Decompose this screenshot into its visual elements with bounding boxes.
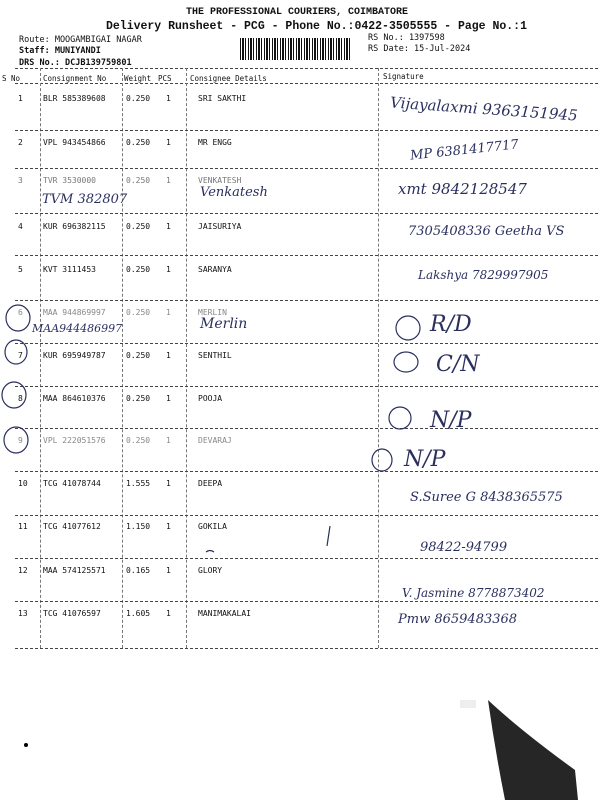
row-consignee: VENKATESH [198, 176, 242, 185]
col-sno: S No [2, 74, 21, 83]
row-pcs: 1 [166, 566, 171, 575]
row-signature: N/P [404, 447, 446, 472]
row-sno: 6 [18, 308, 23, 317]
row-signature: Pmw 8659483368 [398, 612, 518, 627]
row-weight: 0.165 [126, 566, 151, 575]
row-consignee: MERLIN [198, 308, 227, 317]
company-title: THE PROFESSIONAL COURIERS, COIMBATORE [186, 7, 409, 18]
row-pcs: 1 [166, 351, 171, 360]
row-consignee: MANIMAKALAI [198, 609, 251, 618]
row-consignee: DEEPA [198, 479, 223, 488]
handwritten-consignment: TVM 382807 [42, 192, 128, 207]
row-sno: 11 [18, 522, 28, 531]
row-consignee: MR ENGG [198, 138, 232, 147]
row-pcs: 1 [166, 609, 171, 618]
row-pcs: 1 [166, 138, 171, 147]
handwritten-consignment: MAA944486997 [32, 322, 123, 335]
rs-date: RS Date: 15-Jul-2024 [368, 44, 471, 54]
row-signature: MP 6381417717 [409, 137, 520, 164]
row-consignment: TCG 41076597 [43, 609, 101, 618]
row-signature: C/N [436, 352, 480, 377]
row-consignee: SENTHIL [198, 351, 232, 360]
col-weight: Weight [124, 74, 152, 83]
row-signature: Vijayalaxmi 9363151945 [389, 93, 579, 125]
row-signature: Lakshya 7829997905 [418, 268, 549, 282]
row-weight: 1.555 [126, 479, 151, 488]
row-pcs: 1 [166, 394, 171, 403]
row-weight: 0.250 [126, 394, 151, 403]
row-consignment: KUR 695949787 [43, 351, 106, 360]
col-signature: Signature [383, 72, 424, 81]
route-label: Route: MOOGAMBIGAI NAGAR [19, 35, 142, 45]
row-pcs: 1 [166, 176, 171, 185]
row-consignee: SRI SAKTHI [198, 94, 247, 103]
row-sno: 5 [18, 265, 23, 274]
row-consignment: TCG 41078744 [43, 479, 101, 488]
handwritten-name: Venkatesh [200, 185, 268, 200]
rs-number: RS No.: 1397598 [368, 33, 445, 43]
row-consignment: TCG 41077612 [43, 522, 101, 531]
row-sno: 7 [18, 351, 23, 360]
row-consignee: JAISURIYA [198, 222, 242, 231]
row-signature: V. Jasmine 8778873402 [402, 586, 545, 600]
row-signature: 7305408336 Geetha VS [408, 224, 565, 239]
row-pcs: 1 [166, 522, 171, 531]
row-weight: 0.250 [126, 222, 151, 231]
row-pcs: 1 [166, 308, 171, 317]
row-consignee: POOJA [198, 394, 223, 403]
row-pcs: 1 [166, 436, 171, 445]
row-pcs: 1 [166, 94, 171, 103]
row-weight: 0.250 [126, 436, 151, 445]
staff-label: Staff: MUNIYANDI [19, 46, 101, 56]
row-sno: 2 [18, 138, 23, 147]
row-consignment: VPL 943454866 [43, 138, 106, 147]
row-pcs: 1 [166, 479, 171, 488]
row-weight: 0.250 [126, 308, 151, 317]
row-consignment: KUR 696382115 [43, 222, 106, 231]
row-consignee: SARANYA [198, 265, 232, 274]
row-weight: 0.250 [126, 138, 151, 147]
row-sno: 4 [18, 222, 23, 231]
row-weight: 1.150 [126, 522, 151, 531]
row-consignment: MAA 944869997 [43, 308, 106, 317]
row-consignment: KVT 3111453 [43, 265, 96, 274]
row-sno: 3 [18, 176, 23, 185]
row-pcs: 1 [166, 265, 171, 274]
row-consignment: VPL 222051576 [43, 436, 106, 445]
row-consignment: TVR 3530000 [43, 176, 96, 185]
row-signature: S.Suree G 8438365575 [410, 490, 563, 505]
row-weight: 0.250 [126, 351, 151, 360]
row-weight: 0.250 [126, 94, 151, 103]
handwritten-name: Merlin [200, 316, 248, 332]
row-weight: 1.605 [126, 609, 151, 618]
row-consignee: GOKILA [198, 522, 227, 531]
row-sno: 8 [18, 394, 23, 403]
row-sno: 12 [18, 566, 28, 575]
row-consignment: MAA 864610376 [43, 394, 106, 403]
row-signature: 98422-94799 [420, 540, 508, 555]
row-consignment: BLR 585389608 [43, 94, 106, 103]
col-consignment: Consignment No [43, 74, 107, 83]
row-consignment: MAA 574125571 [43, 566, 106, 575]
row-sno: 10 [18, 479, 28, 488]
row-sno: 1 [18, 94, 23, 103]
row-consignee: GLORY [198, 566, 223, 575]
drs-label: DRS No.: DCJB139759801 [19, 58, 132, 68]
runsheet-title: Delivery Runsheet - PCG - Phone No.:0422-3505555 - Page No.:1 [106, 20, 527, 33]
col-consignee: Consignee Details [190, 74, 267, 83]
row-sno: 13 [18, 609, 28, 618]
row-weight: 0.250 [126, 176, 151, 185]
col-pcs: PCS [158, 74, 172, 83]
row-weight: 0.250 [126, 265, 151, 274]
row-sno: 9 [18, 436, 23, 445]
row-consignee: DEVARAJ [198, 436, 232, 445]
row-pcs: 1 [166, 222, 171, 231]
row-signature: N/P [430, 408, 472, 433]
row-signature: R/D [430, 312, 472, 337]
row-signature: xmt 9842128547 [398, 180, 527, 198]
